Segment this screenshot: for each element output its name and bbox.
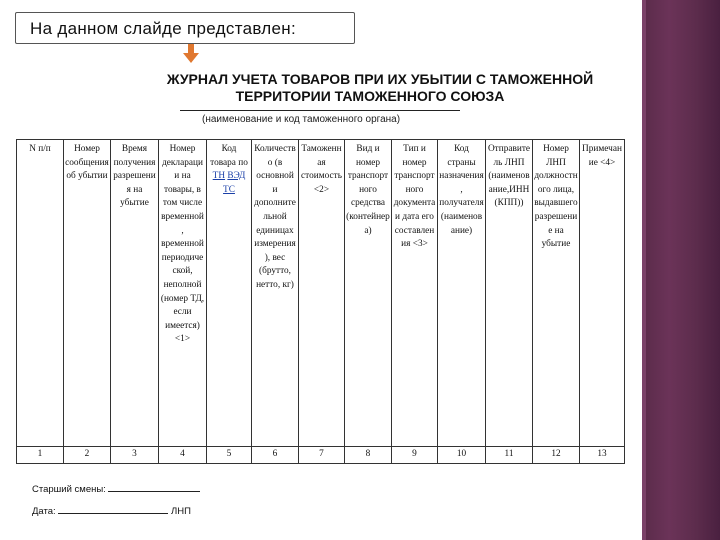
column-number-row [17,447,625,464]
shift-label: Старший смены: [32,484,106,495]
header-cell: Количество (в основной и дополнительной единицах измерения), вес (брутто, нетто, кг) [252,140,299,447]
shift-signature-line [108,483,200,492]
header-cell-code-text: Код товара по [210,144,248,168]
header-cell: Время получения разрешения на убытие [111,140,159,447]
header-cell: Отправитель ЛНП (наименование,ИНН (КПП)) [486,140,533,447]
column-number: 6 [252,447,299,464]
header-cell: Таможенная стоимость <2> [299,140,345,447]
journal-table [16,139,625,464]
header-cell: Номер декларации на товары, в том числе временной, временной периодической, неполной (номер ТД, если имеется) <1> [159,140,207,447]
slide-header-text: На данном слайде представлен: [30,19,296,38]
down-arrow-icon [183,44,199,64]
header-cell-code [207,140,252,447]
column-number: 10 [438,447,486,464]
journal-title-line1: ЖУРНАЛ УЧЕТА ТОВАРОВ ПРИ ИХ УБЫТИИ С ТАМОЖЕННОЙ [166,71,594,87]
header-row [17,140,625,447]
tn-link[interactable]: ТН [212,171,226,182]
header-cell: Тип и номер транспортного документа и дата его составления <3> [392,140,438,447]
column-number: 13 [580,447,625,464]
header-cell: Вид и номер транспортного средства (контейнера) [345,140,392,447]
ved-ts-link[interactable]: ВЭД ТС [223,171,246,195]
column-number: 12 [533,447,580,464]
column-number: 3 [111,447,159,464]
customs-organ-underline [180,110,460,111]
slide-header [15,12,355,44]
journal-title-line2: ТЕРРИТОРИИ ТАМОЖЕННОГО СОЮЗА [235,88,505,104]
lnp-label: ЛНП [170,506,191,517]
journal-title [60,71,660,105]
customs-organ-caption: (наименование и код таможенного органа) [202,114,401,125]
column-number: 2 [64,447,111,464]
column-number: 7 [299,447,345,464]
header-cell: Номер ЛНП должностного лица, выдавшего разрешение на убытие [533,140,580,447]
date-signature-line [58,505,168,514]
header-cell: Код страны назначения, получателя (наименование) [438,140,486,447]
header-cell: N п/п [17,140,64,447]
column-number: 4 [159,447,207,464]
column-number: 11 [486,447,533,464]
column-number: 1 [17,447,64,464]
column-number: 5 [207,447,252,464]
header-cell: Примечание <4> [580,140,625,447]
column-number: 9 [392,447,438,464]
date-label: Дата: [32,506,56,517]
header-cell: Номер сообщения об убытии [64,140,111,447]
date-signature [32,505,191,517]
shift-signature [32,483,200,495]
column-number: 8 [345,447,392,464]
